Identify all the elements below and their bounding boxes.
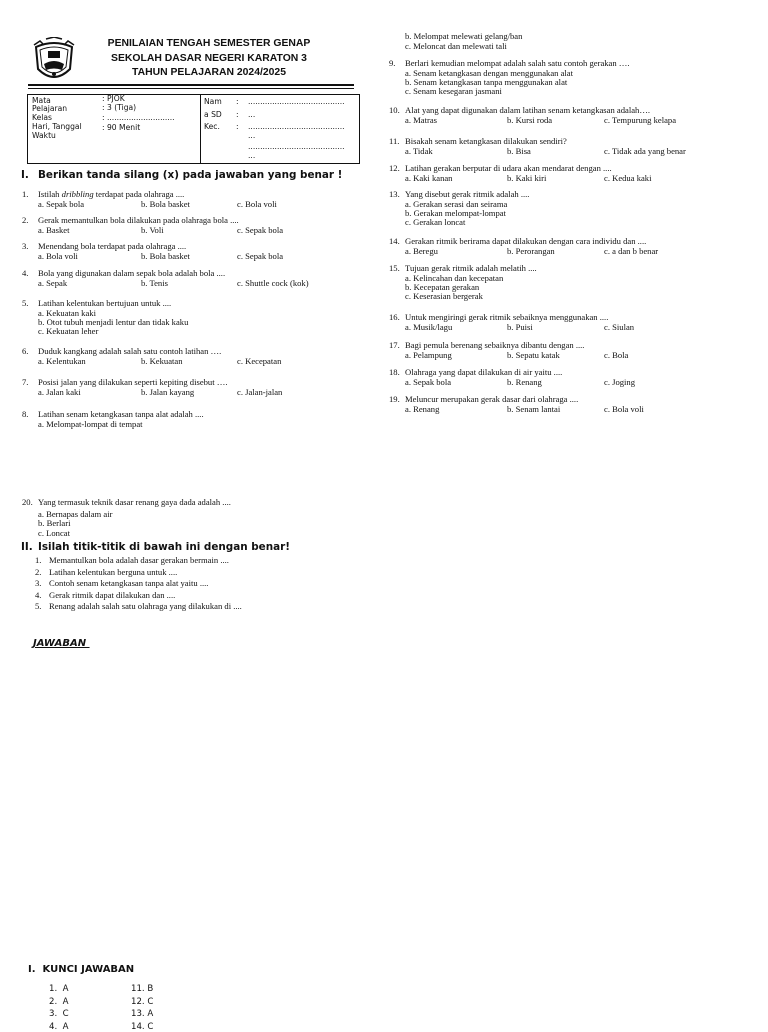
question-10-option-c[interactable]: c. Tempurung kelapa bbox=[604, 114, 677, 125]
question-19-option-c[interactable]: c. Bola voli bbox=[604, 403, 644, 414]
q8-option-b[interactable]: b. Melompat melewati gelang/ban bbox=[405, 31, 523, 41]
answer-key-item-12: 12. C bbox=[131, 996, 154, 1007]
question-3-option-a[interactable]: a. Bola voli bbox=[38, 250, 78, 261]
question-5-option-c[interactable]: c. Kekuatan leher bbox=[38, 326, 99, 337]
label-hari-tanggal: Hari, Tanggal bbox=[32, 122, 82, 131]
question-9-number: 9. bbox=[389, 58, 396, 68]
question-13-option-a[interactable]: a. Gerakan serasi dan seirama bbox=[405, 198, 508, 209]
question-20-option-b[interactable]: b. Berlari bbox=[38, 518, 71, 529]
question-11-option-a[interactable]: a. Tidak bbox=[405, 145, 433, 156]
question-9-option-a[interactable]: a. Senam ketangkasan dengan menggunakan alat bbox=[405, 67, 573, 78]
blank-kec-2: ... bbox=[248, 131, 256, 140]
question-15-text: Tujuan gerak ritmik adalah melatih .... bbox=[405, 263, 537, 273]
question-2-option-a[interactable]: a. Basket bbox=[38, 224, 70, 235]
essay-1-number: 1. bbox=[35, 555, 42, 565]
label-waktu: Waktu bbox=[32, 131, 56, 140]
question-18-number: 18. bbox=[389, 367, 400, 377]
blank-extra-2: ... bbox=[248, 151, 256, 160]
essay-2-number: 2. bbox=[35, 566, 42, 577]
header-rule-thin bbox=[28, 88, 354, 89]
question-13-text: Yang disebut gerak ritmik adalah .... bbox=[405, 189, 530, 199]
question-19-number: 19. bbox=[389, 394, 400, 404]
question-2-option-b[interactable]: b. Voli bbox=[141, 224, 164, 235]
label-pelajaran: Pelajaran bbox=[32, 104, 68, 113]
school-logo bbox=[32, 37, 76, 87]
question-14-number: 14. bbox=[389, 236, 400, 246]
essay-4-number: 4. bbox=[35, 589, 42, 600]
question-4-option-a[interactable]: a. Sepak bbox=[38, 277, 68, 288]
question-1-text: Istilah dribbling terdapat pada olahraga .... bbox=[38, 189, 185, 199]
question-5-number: 5. bbox=[22, 298, 29, 308]
identity-divider bbox=[200, 95, 201, 163]
question-19-text: Meluncur merupakan gerak dasar dari olahraga .... bbox=[405, 394, 579, 404]
value-tanggal: : ............................ bbox=[102, 113, 175, 122]
question-5-option-a[interactable]: a. Kekuatan kaki bbox=[38, 307, 96, 318]
section-1-title: Berikan tanda silang (x) pada jawaban yang benar ! bbox=[38, 169, 343, 181]
essay-3-number: 3. bbox=[35, 578, 42, 588]
question-14-option-b[interactable]: b. Perorangan bbox=[507, 245, 555, 256]
question-7-text: Posisi jalan yang dilakukan seperti kepiting disebut …. bbox=[38, 377, 228, 387]
question-7-number: 7. bbox=[22, 377, 29, 387]
question-15-number: 15. bbox=[389, 263, 400, 273]
question-1-option-b[interactable]: b. Bola basket bbox=[141, 198, 190, 209]
question-16-text: Untuk mengiringi gerak ritmik sebaiknya menggunakan .... bbox=[405, 312, 609, 322]
question-1-number: 1. bbox=[22, 189, 29, 199]
essay-5-number: 5. bbox=[35, 601, 42, 611]
question-11-option-b[interactable]: b. Bisa bbox=[507, 145, 531, 156]
question-5-option-b[interactable]: b. Otot tubuh menjadi lentur dan tidak kaku bbox=[38, 316, 189, 327]
question-12-text: Latihan gerakan berputar di udara akan mendarat dengan .... bbox=[405, 163, 612, 173]
question-18-option-c[interactable]: c. Joging bbox=[604, 376, 636, 387]
answer-key-item-3: 3. C bbox=[49, 1009, 69, 1019]
question-10-text: Alat yang dapat digunakan dalam latihan senam ketangkasan adalah…. bbox=[405, 105, 651, 115]
question-4-text: Bola yang digunakan dalam sepak bola adalah bola .... bbox=[38, 268, 226, 278]
question-6-number: 6. bbox=[22, 346, 29, 356]
essay-3-text: Contoh senam ketangkasan tanpa alat yaitu .... bbox=[49, 578, 209, 588]
question-18-text: Olahraga yang dapat dilakukan di air yaitu .... bbox=[405, 367, 563, 377]
colon-kec: : bbox=[236, 122, 239, 131]
colon-nama: : bbox=[236, 97, 239, 106]
question-11-option-c[interactable]: c. Tidak ada yang benar bbox=[604, 145, 686, 156]
essay-1-text: Memantulkan bola adalah dasar gerakan bermain .... bbox=[49, 555, 229, 565]
question-17-option-a[interactable]: a. Pelampung bbox=[405, 349, 452, 360]
exam-header bbox=[86, 37, 332, 81]
section-2-title: Isilah titik-titik di bawah ini dengan benar! bbox=[38, 541, 290, 553]
blank-extra-1: ........................................ bbox=[248, 142, 345, 151]
question-13-option-b[interactable]: b. Gerakan melompat-lompat bbox=[405, 207, 506, 218]
question-2-text: Gerak memantulkan bola dilakukan pada olahraga bola .... bbox=[38, 215, 239, 225]
label-nama: Nam bbox=[204, 97, 222, 106]
question-13-option-c[interactable]: c. Gerakan loncat bbox=[405, 217, 466, 228]
question-5-text: Latihan kelentukan bertujuan untuk .... bbox=[38, 298, 172, 308]
question-18-option-a[interactable]: a. Sepak bola bbox=[405, 376, 452, 387]
question-17-option-c[interactable]: c. Bola bbox=[604, 349, 629, 360]
question-6-text: Duduk kangkang adalah salah satu contoh latihan …. bbox=[38, 346, 222, 356]
value-waktu: : 90 Menit bbox=[102, 123, 141, 132]
question-8-option-a[interactable]: a. Melompat-lompat di tempat bbox=[38, 418, 143, 429]
colon-sd: : bbox=[236, 110, 239, 119]
answer-key-item-4: 4. A bbox=[49, 1021, 69, 1032]
question-16-option-b[interactable]: b. Puisi bbox=[507, 321, 533, 332]
question-15-option-a[interactable]: a. Kelincahan dan kecepatan bbox=[405, 272, 504, 283]
question-1-option-c[interactable]: c. Bola voli bbox=[237, 198, 277, 209]
question-10-option-b[interactable]: b. Kursi roda bbox=[507, 114, 553, 125]
label-mata: Mata bbox=[32, 96, 51, 105]
label-sd: a SD bbox=[204, 110, 222, 119]
blank-nama-2: ... bbox=[248, 110, 256, 119]
question-15-option-c[interactable]: c. Keserasian bergerak bbox=[405, 291, 483, 302]
question-4-number: 4. bbox=[22, 268, 29, 278]
question-8-number: 8. bbox=[22, 409, 29, 419]
header-title-1: PENILAIAN TENGAH SEMESTER GENAP bbox=[107, 38, 311, 49]
essay-5-text: Renang adalah salah satu olahraga yang dilakukan di .... bbox=[49, 601, 242, 611]
question-12-option-b[interactable]: b. Kaki kiri bbox=[507, 172, 547, 183]
question-3-number: 3. bbox=[22, 241, 29, 251]
answer-key-heading: KUNCI JAWABAN bbox=[42, 964, 135, 975]
question-16-option-c[interactable]: c. Siulan bbox=[604, 321, 635, 332]
answer-key-item-2: 2. A bbox=[49, 996, 69, 1007]
question-4-option-c[interactable]: c. Shuttle cock (kok) bbox=[237, 277, 309, 288]
value-mapel: : PJOK bbox=[102, 94, 125, 103]
header-title-3: TAHUN PELAJARAN 2024/2025 bbox=[132, 67, 286, 78]
question-14-option-a[interactable]: a. Beregu bbox=[405, 245, 438, 256]
answer-key-item-11: 11. B bbox=[131, 984, 154, 994]
question-17-number: 17. bbox=[389, 340, 400, 350]
question-20-number: 20. bbox=[22, 497, 33, 507]
question-13-number: 13. bbox=[389, 189, 400, 199]
value-kelas: : 3 (Tiga) bbox=[102, 103, 137, 112]
jawaban-label: JAWABAN bbox=[33, 638, 90, 649]
question-11-text: Bisakah senam ketangkasan dilakukan sendiri? bbox=[405, 136, 567, 146]
question-9-option-b[interactable]: b. Senam ketangkasan tanpa menggunakan alat bbox=[405, 76, 568, 87]
identity-box bbox=[27, 94, 360, 164]
section-2-number: II. bbox=[21, 541, 33, 553]
header-rule-thick bbox=[28, 84, 354, 86]
question-14-option-c[interactable]: c. a dan b benar bbox=[604, 245, 659, 256]
question-8-text: Latihan senam ketangkasan tanpa alat adalah .... bbox=[38, 409, 204, 419]
header-title-2: SEKOLAH DASAR NEGERI KARATON 3 bbox=[111, 52, 307, 64]
question-19-option-a[interactable]: a. Renang bbox=[405, 403, 440, 414]
answer-key-title bbox=[28, 964, 134, 975]
question-11-number: 11. bbox=[389, 136, 400, 146]
answer-key-number: I. bbox=[28, 964, 36, 975]
question-7-option-a[interactable]: a. Jalan kaki bbox=[38, 386, 81, 397]
question-9-option-c[interactable]: c. Senam kesegaran jasmani bbox=[405, 86, 502, 97]
blank-kec-1: ........................................ bbox=[248, 122, 345, 131]
question-19-option-b[interactable]: b. Senam lantai bbox=[507, 403, 561, 414]
question-12-option-a[interactable]: a. Kaki kanan bbox=[405, 172, 453, 183]
question-20-option-a[interactable]: a. Bernapas dalam air bbox=[38, 509, 113, 519]
essay-2-text: Latihan kelentukan berguna untuk .... bbox=[49, 566, 178, 577]
question-9-text: Berlari kemudian melompat adalah salah satu contoh gerakan …. bbox=[405, 58, 630, 68]
blank-nama-1: ........................................ bbox=[248, 97, 345, 106]
answer-key-item-1: 1. A bbox=[49, 984, 69, 994]
question-16-option-a[interactable]: a. Musik/lagu bbox=[405, 321, 453, 332]
section-1-number: I. bbox=[21, 169, 29, 181]
question-2-option-c[interactable]: c. Sepak bola bbox=[237, 224, 284, 235]
question-6-option-b[interactable]: b. Kekuatan bbox=[141, 355, 183, 366]
answer-key-item-14: 14. C bbox=[131, 1021, 154, 1032]
q8-option-c[interactable]: c. Meloncat dan melewati tali bbox=[405, 41, 507, 51]
question-20-option-c[interactable]: c. Loncat bbox=[38, 527, 70, 538]
question-17-text: Bagi pemula berenang sebaiknya dibantu dengan .... bbox=[405, 340, 585, 350]
question-7-option-b[interactable]: b. Jalan kayang bbox=[141, 386, 195, 397]
question-14-text: Gerakan ritmik berirama dapat dilakukan dengan cara individu dan .... bbox=[405, 236, 647, 246]
question-15-option-b[interactable]: b. Kecepatan gerakan bbox=[405, 281, 480, 292]
question-18-option-b[interactable]: b. Renang bbox=[507, 376, 542, 387]
question-7-option-c[interactable]: c. Jalan-jalan bbox=[237, 386, 283, 397]
label-kelas: Kelas bbox=[32, 113, 52, 122]
question-10-option-a[interactable]: a. Matras bbox=[405, 114, 437, 125]
question-6-option-c[interactable]: c. Kecepatan bbox=[237, 355, 282, 366]
label-kec: Kec. bbox=[204, 122, 220, 131]
question-2-number: 2. bbox=[22, 215, 29, 225]
question-3-text: Menendang bola terdapat pada olahraga .... bbox=[38, 241, 187, 251]
question-12-number: 12. bbox=[389, 163, 400, 173]
question-16-number: 16. bbox=[389, 312, 400, 322]
question-17-option-b[interactable]: b. Sepatu katak bbox=[507, 349, 560, 360]
essay-4-text: Gerak ritmik dapat dilakukan dan .... bbox=[49, 589, 176, 600]
question-3-option-b[interactable]: b. Bola basket bbox=[141, 250, 190, 261]
question-1-option-a[interactable]: a. Sepak bola bbox=[38, 198, 85, 209]
question-10-number: 10. bbox=[389, 105, 400, 115]
question-20-text: Yang termasuk teknik dasar renang gaya dada adalah .... bbox=[38, 497, 231, 507]
question-4-option-b[interactable]: b. Tenis bbox=[141, 277, 168, 288]
dribbling-term: dribbling bbox=[61, 189, 94, 199]
question-12-option-c[interactable]: c. Kedua kaki bbox=[604, 172, 652, 183]
answer-key-item-13: 13. A bbox=[131, 1009, 154, 1019]
question-6-option-a[interactable]: a. Kelentukan bbox=[38, 355, 86, 366]
question-3-option-c[interactable]: c. Sepak bola bbox=[237, 250, 284, 261]
